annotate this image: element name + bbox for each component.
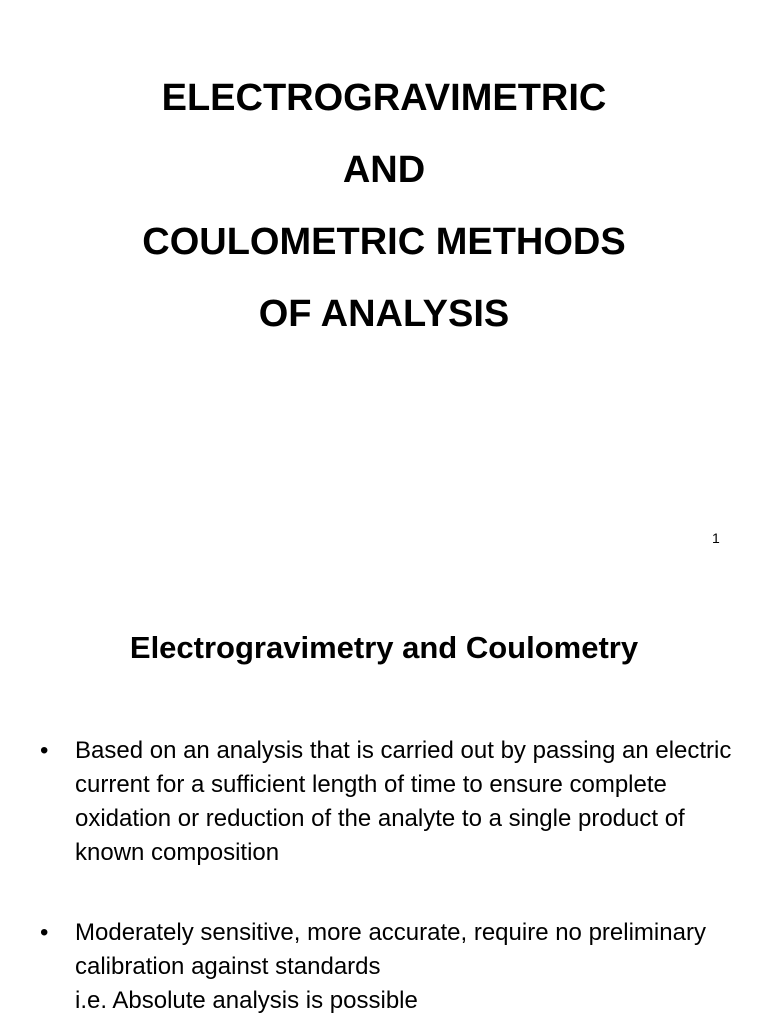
slide-title bbox=[0, 62, 768, 350]
slide-heading: Electrogravimetry and Coulometry bbox=[129, 630, 639, 665]
bullet-marker: • bbox=[40, 737, 49, 764]
title-line-4: OF ANALYSIS bbox=[258, 293, 510, 335]
bullet-text-group bbox=[75, 916, 755, 1018]
bullet-item bbox=[40, 916, 750, 1020]
bullet-marker: • bbox=[40, 919, 49, 946]
title-line-1: ELECTROGRAVIMETRIC bbox=[161, 77, 607, 119]
bullet-text: Based on an analysis that is carried out by passing an electric current for a sufficient length of time to ensure complete oxidation or reduction of the analyte to a single product of known composition bbox=[75, 737, 732, 866]
content-slide bbox=[0, 576, 768, 1024]
title-line-2: AND bbox=[342, 149, 426, 191]
bullet-subtext: i.e. Absolute analysis is possible bbox=[75, 987, 418, 1014]
title-line-3: COULOMETRIC METHODS bbox=[142, 221, 626, 263]
page-number: 1 bbox=[712, 530, 720, 546]
bullet-text: Moderately sensitive, more accurate, require no preliminary calibration against standards bbox=[75, 919, 706, 980]
bullet-item bbox=[40, 734, 750, 874]
